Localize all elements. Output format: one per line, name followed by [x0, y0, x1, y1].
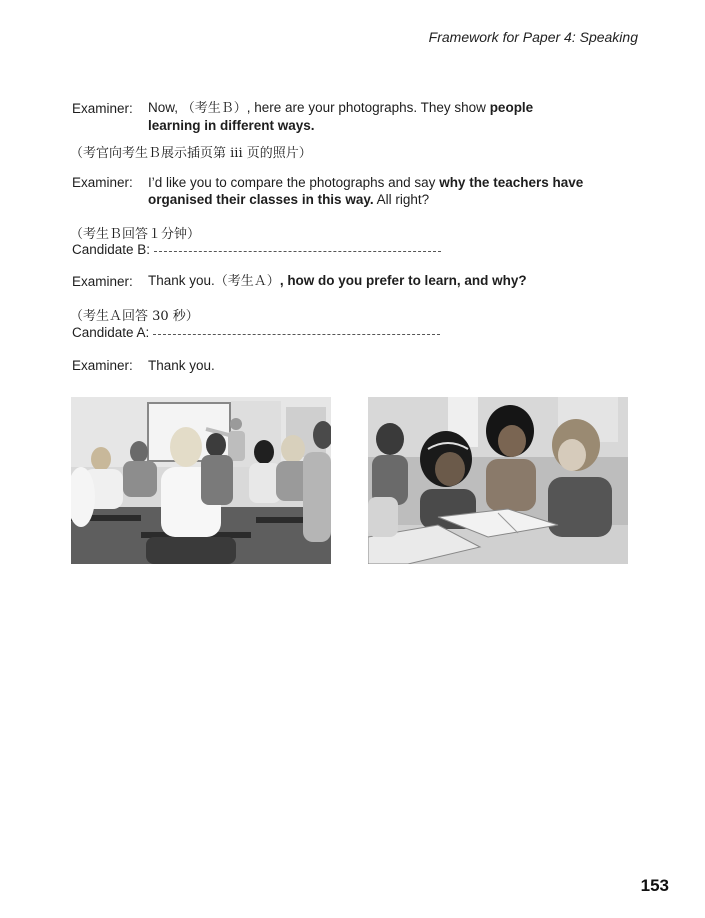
emphasis-text: why the teachers have	[439, 175, 584, 190]
examiner-label: Examiner:	[72, 101, 133, 116]
candidate-a-line	[72, 324, 440, 342]
emphasis-text: learning in different ways.	[148, 118, 315, 133]
photo-group-reading	[368, 397, 628, 564]
answer-dotted-line	[154, 251, 441, 252]
answer-dotted-line	[153, 334, 440, 335]
candidate-a-tag: （考生Ａ）	[214, 274, 280, 289]
stage-note: （考官向考生Ｂ展示插页第 iii 页的照片）	[70, 146, 312, 161]
stage-note: （考生Ｂ回答１分钟）	[70, 227, 201, 242]
candidate-b-tag: （考生Ｂ）	[181, 101, 247, 116]
examiner-label: Examiner:	[72, 175, 133, 190]
emphasis-text: organised their classes in this way.	[148, 192, 374, 207]
candidate-label: Candidate B:	[72, 242, 151, 257]
emphasis-text: people	[489, 100, 534, 115]
examiner-line: Thank you.	[148, 358, 215, 373]
line-text: All right?	[373, 192, 430, 207]
candidate-b-line	[72, 241, 441, 259]
line-text: Now,	[148, 100, 182, 115]
line-text: Thank you.	[148, 273, 215, 288]
examiner-label: Examiner:	[72, 358, 133, 373]
photo-classroom-lecture	[71, 397, 331, 564]
emphasis-text: , how do you prefer to learn, and why?	[279, 273, 527, 288]
examiner-line	[148, 272, 527, 291]
stage-note: （考生Ａ回答 30 秒）	[70, 309, 199, 324]
examiner-line-cont	[148, 191, 429, 209]
examiner-label: Examiner:	[72, 274, 133, 289]
page-number: 153	[640, 876, 669, 895]
examiner-line	[148, 174, 583, 192]
line-text: I’d like you to compare the photographs and say	[148, 175, 440, 190]
candidate-label: Candidate A:	[72, 325, 150, 340]
examiner-line-cont	[148, 117, 315, 135]
examiner-line	[148, 99, 533, 118]
running-header: Framework for Paper 4: Speaking	[428, 29, 638, 45]
line-text: , here are your photographs. They show	[246, 100, 490, 115]
